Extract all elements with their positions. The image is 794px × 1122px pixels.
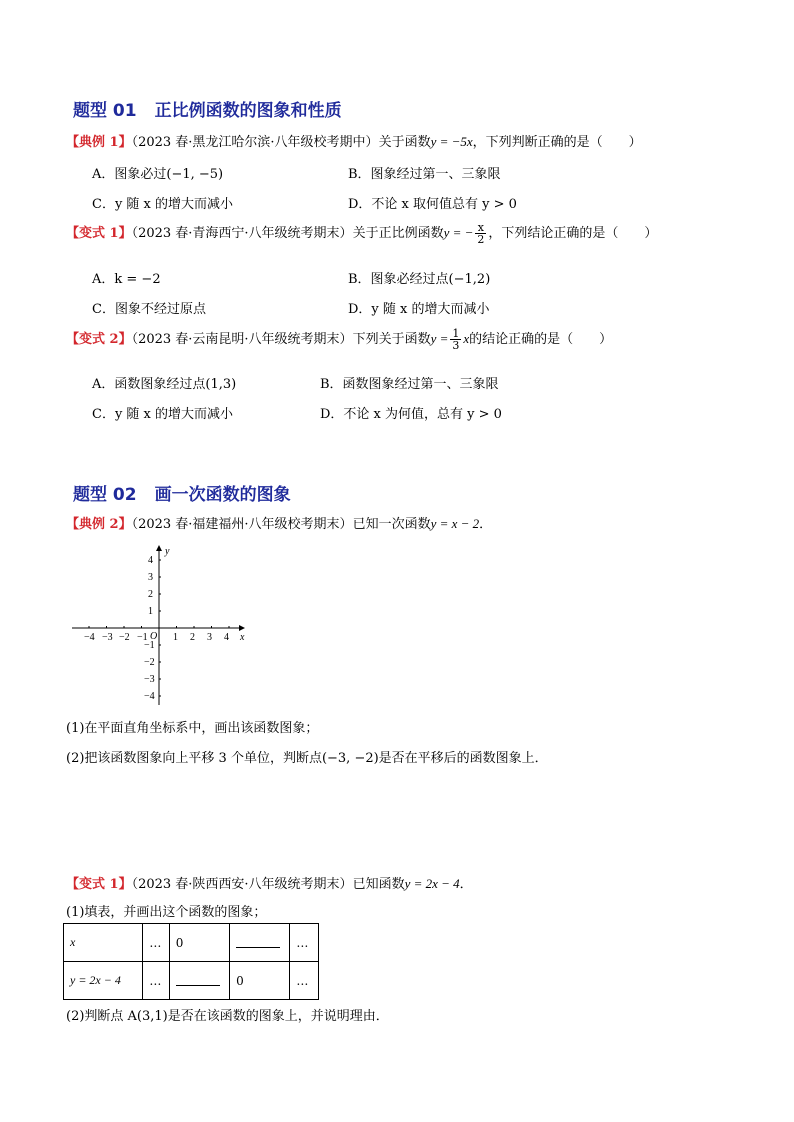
fraction-numerator: x: [475, 222, 486, 234]
y-axis-label: y: [165, 546, 170, 557]
question-text: ．: [479, 517, 493, 532]
table-cell: 0: [230, 962, 290, 1000]
question-text: ，下列结论正确的是（ ）: [488, 226, 658, 241]
question-stem: [66, 873, 473, 892]
question-text: ，下列判断正确的是（ ）: [472, 135, 642, 150]
y-tick-label: 3: [148, 572, 153, 583]
question-tag: 【变式 1】: [66, 877, 132, 892]
question-source: （2023 春·青海西宁·八年级统考期末）: [131, 226, 353, 241]
question-source: （2023 春·福建福州·八年级校考期末）: [131, 517, 353, 532]
option-b: B．函数图象经过第一、三象限: [320, 377, 499, 392]
question-tag: 【典例 1】: [66, 135, 132, 150]
x-tick-label: −3: [102, 632, 113, 643]
value-table: [63, 923, 319, 1000]
coordinate-plane: [66, 540, 266, 708]
option-c: C．图象不经过原点: [92, 302, 206, 317]
question-text: 关于函数: [378, 135, 431, 150]
x-tick-label: 4: [224, 632, 229, 643]
function-variable: x: [463, 331, 470, 346]
x-tick-label: 2: [190, 632, 195, 643]
question-stem: [66, 222, 657, 245]
x-axis-label: x: [240, 632, 245, 643]
option-d: D．y 随 x 的增大而减小: [348, 302, 490, 317]
table-cell: …: [143, 924, 169, 962]
x-tick-label: −1: [137, 632, 148, 643]
x-tick-label: −4: [84, 632, 95, 643]
question-text: 的结论正确的是（ ）: [469, 332, 613, 347]
y-tick-label: −2: [144, 657, 155, 668]
option-a: A．图象必过(−1, −5): [92, 167, 224, 182]
table-cell-blank[interactable]: [169, 962, 229, 1000]
function-expression: y = −5x: [430, 134, 473, 149]
table-row: [64, 924, 319, 962]
table-cell-blank[interactable]: [230, 924, 290, 962]
sub-question-1: (1)在平面直角坐标系中，画出该函数图象；: [66, 721, 319, 736]
question-stem: [66, 131, 642, 150]
y-tick-label: 1: [148, 606, 153, 617]
question-source: （2023 春·黑龙江哈尔滨·八年级校考期中）: [131, 135, 379, 150]
table-cell: …: [143, 962, 169, 1000]
option-d: D．不论 x 为何值，总有 y > 0: [320, 407, 502, 422]
option-b: B．图象必经过点(−1,2): [348, 272, 491, 287]
option-a: A．函数图象经过点(1,3): [92, 377, 237, 392]
fraction-denominator: 2: [477, 233, 485, 246]
question-text: 下列关于函数: [352, 332, 431, 347]
sub-question-1: (1)填表，并画出这个函数的图象；: [66, 905, 267, 920]
section-number: 题型 01: [73, 101, 137, 121]
fraction-numerator: 1: [452, 327, 460, 340]
section-heading-2: [73, 480, 291, 505]
option-a: A．k = −2: [92, 272, 161, 287]
section-heading-1: [73, 96, 342, 121]
function-expression: y = 2x − 4: [404, 876, 460, 891]
question-text: 已知一次函数: [352, 517, 431, 532]
y-tick-label: 4: [148, 555, 153, 566]
fraction: [475, 222, 486, 245]
y-tick-label: −1: [144, 640, 155, 651]
table-cell: 0: [169, 924, 229, 962]
question-tag: 【变式 2】: [66, 332, 132, 347]
question-stem: [66, 328, 612, 351]
option-d: D．不论 x 取何值总有 y > 0: [348, 197, 517, 212]
question-text: 关于正比例函数: [352, 226, 444, 241]
question-tag: 【典例 2】: [66, 517, 132, 532]
question-text: 已知函数: [352, 877, 405, 892]
table-cell: x: [64, 924, 143, 962]
option-c: C．y 随 x 的增大而减小: [92, 407, 234, 422]
fraction: [450, 328, 461, 351]
question-source: （2023 春·云南昆明·八年级统考期末）: [131, 332, 353, 347]
section-title: 画一次函数的图象: [154, 485, 291, 505]
table-row: [64, 962, 319, 1000]
question-tag: 【变式 1】: [66, 226, 132, 241]
y-tick-label: −4: [144, 691, 155, 702]
origin-label: O: [150, 631, 158, 642]
table-cell: y = 2x − 4: [64, 962, 143, 1000]
function-expression: y = −: [443, 225, 474, 240]
x-tick-label: 1: [173, 632, 178, 643]
y-tick-label: −3: [144, 674, 155, 685]
sub-question-2: (2)把该函数图象向上平移 3 个单位，判断点(−3, −2)是否在平移后的函数图象上．: [66, 751, 548, 766]
fraction-denominator: 3: [452, 339, 460, 352]
y-tick-label: 2: [148, 589, 153, 600]
sub-question-2: (2)判断点 A(3,1)是否在该函数的图象上，并说明理由．: [66, 1009, 389, 1024]
question-text: ．: [459, 877, 473, 892]
section-title: 正比例函数的图象和性质: [154, 101, 342, 121]
option-c: C．y 随 x 的增大而减小: [92, 197, 234, 212]
function-expression: y =: [430, 331, 449, 346]
option-b: B．图象经过第一、三象限: [348, 167, 501, 182]
function-expression: y = x − 2: [430, 516, 480, 531]
x-tick-label: −2: [119, 632, 130, 643]
question-stem: [66, 513, 492, 532]
table-cell: …: [290, 924, 319, 962]
x-tick-label: 3: [207, 632, 212, 643]
section-number: 题型 02: [73, 485, 137, 505]
table-cell: …: [290, 962, 319, 1000]
question-source: （2023 春·陕西西安·八年级统考期末）: [131, 877, 353, 892]
